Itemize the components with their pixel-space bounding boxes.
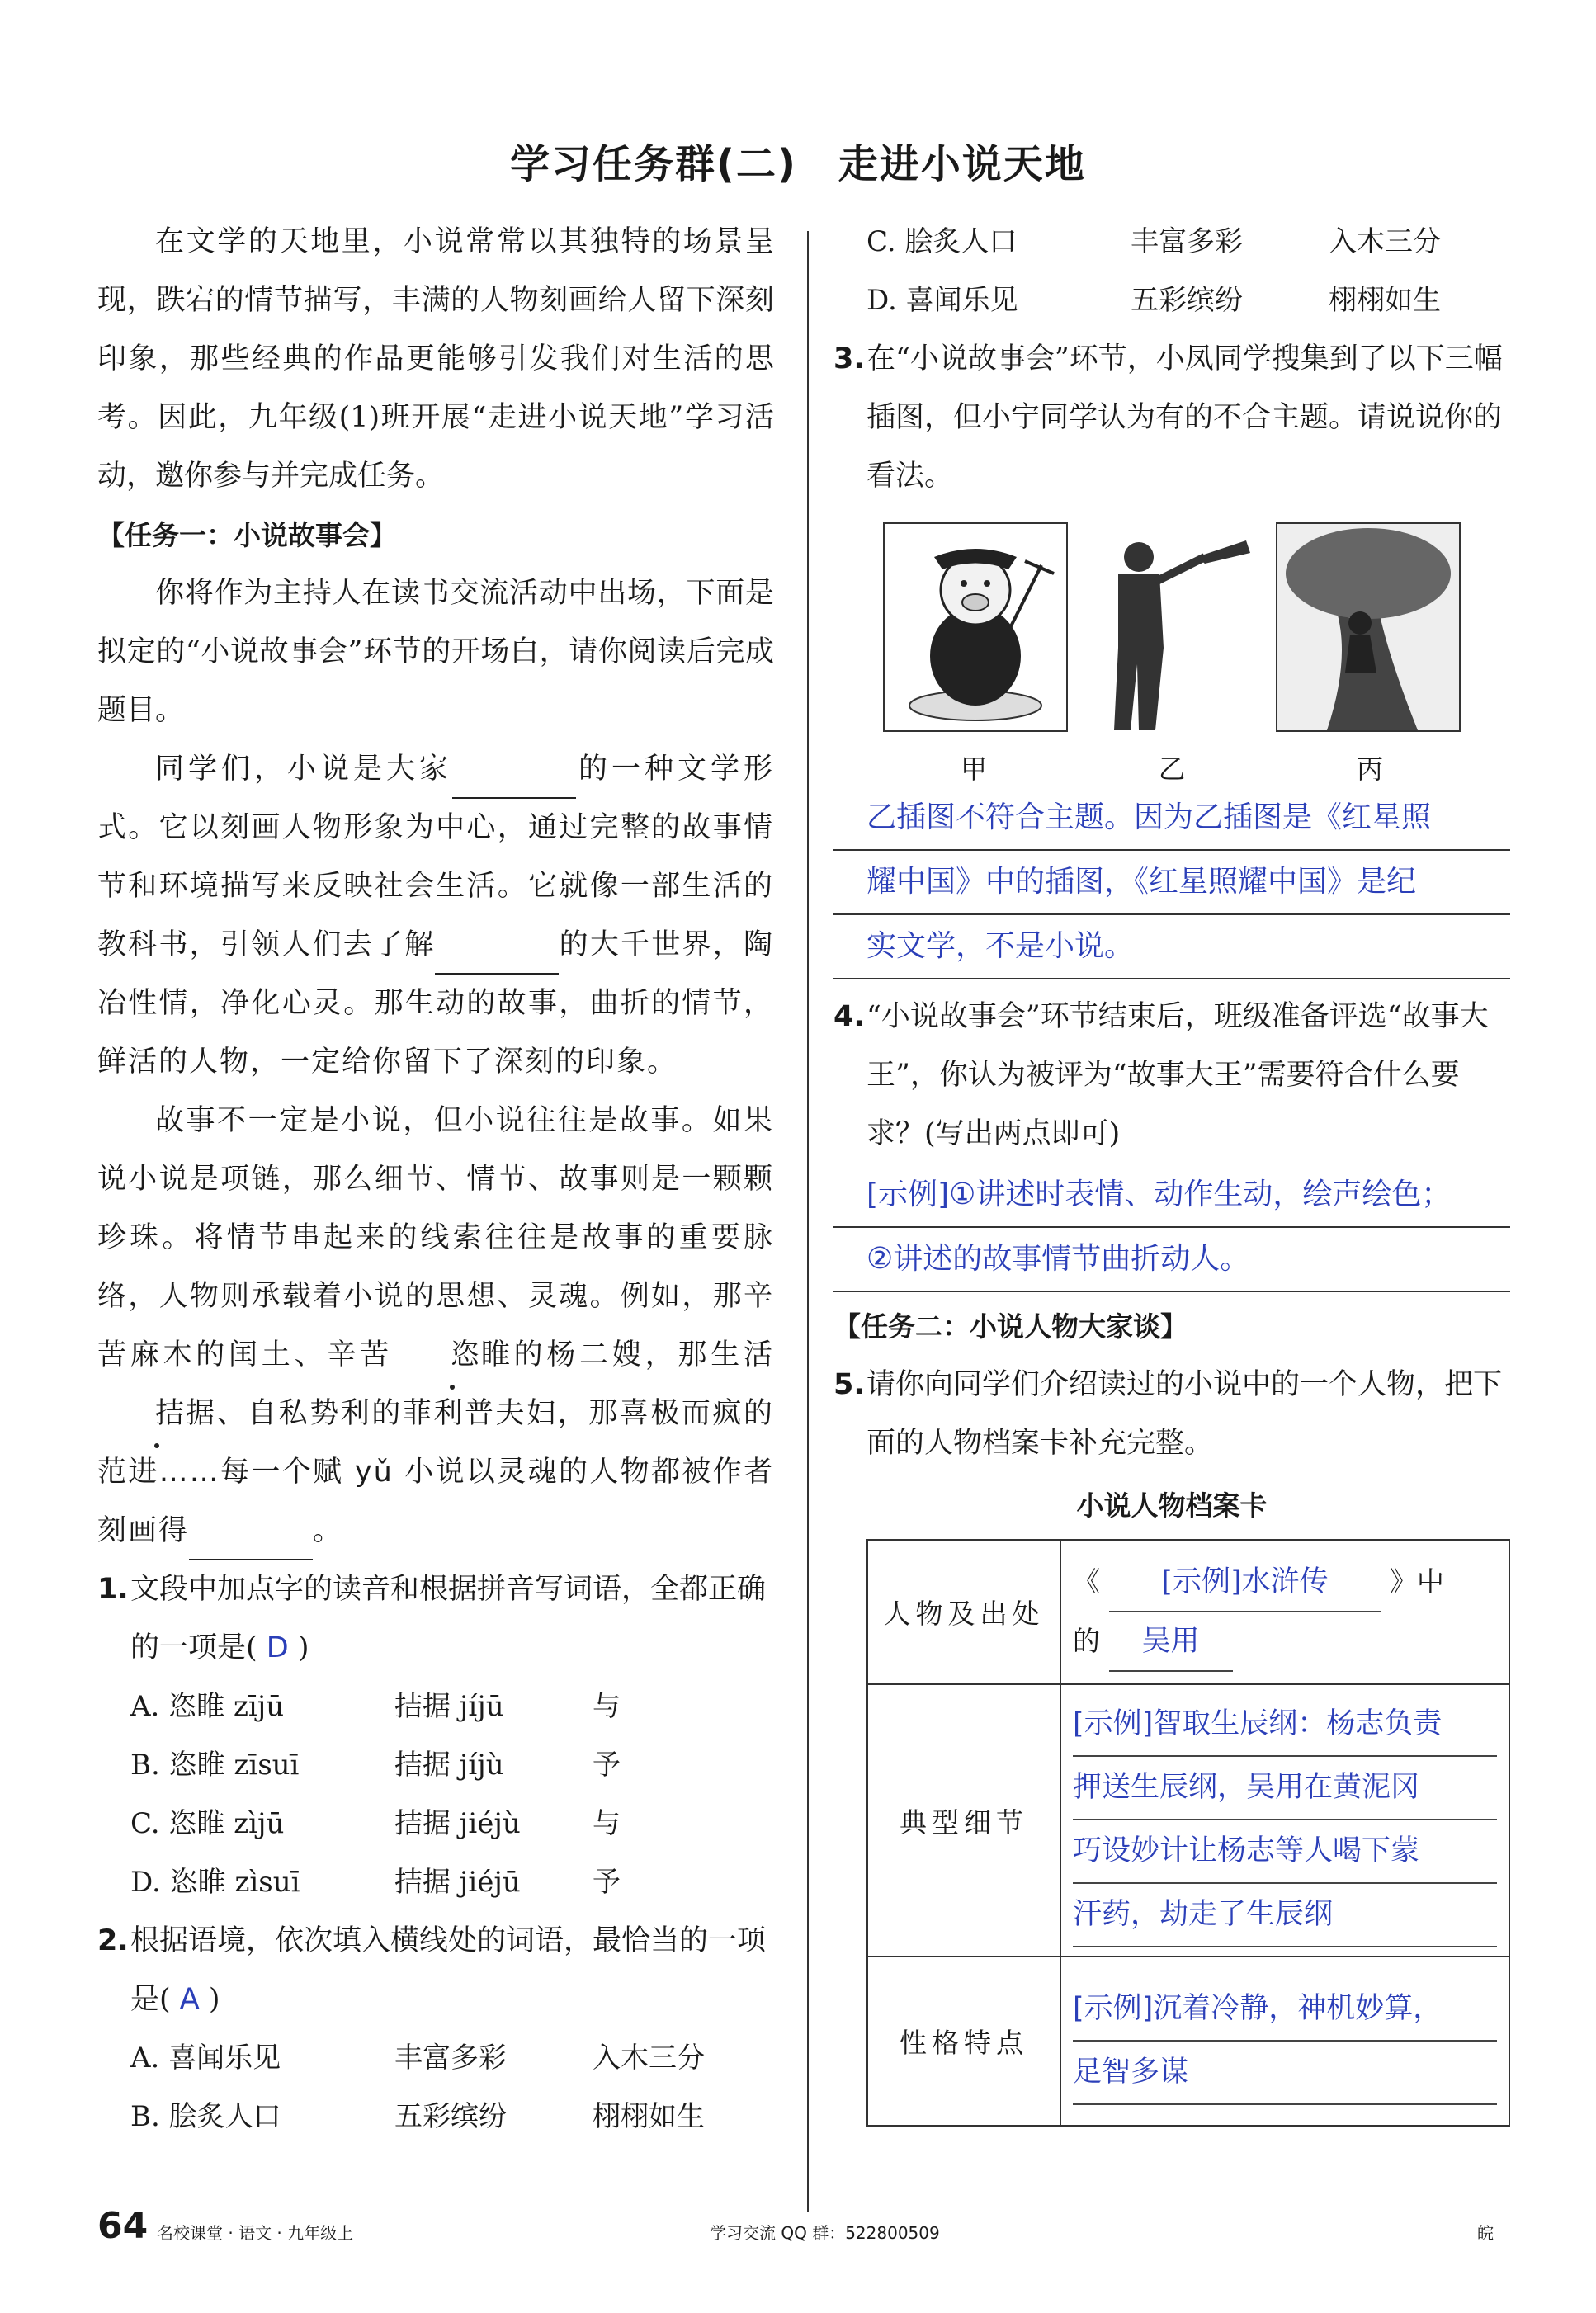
question-stem: “小说故事会”环节结束后，班级准备评选“故事大王”，你认为被评为“故事大王”需要符合什么要求？(写出两点即可)	[866, 1000, 1489, 1150]
illustrations	[833, 522, 1510, 732]
of-text: 的	[1073, 1624, 1100, 1657]
blank-line-3	[189, 1526, 313, 1560]
answer-line: 足智多谋	[1073, 2042, 1497, 2105]
question-number: 2.	[97, 1924, 129, 1957]
story-text: 、自私势利的菲利普夫妇，那喜极而疯的范进……每一个赋 yǔ 小说以灵魂的人物都被作者刻画得	[97, 1397, 774, 1547]
page-number: 64	[97, 2205, 149, 2247]
row-label: 典型细节	[867, 1684, 1060, 1957]
option-row	[833, 213, 1510, 271]
question-number: 4.	[833, 1000, 865, 1033]
question-1	[97, 1560, 774, 1678]
person-line	[1073, 1612, 1497, 1672]
story-text: 的一种文学形式。它以刻画人物形象为中心，通过完整的故事情节和环境描写来反映社会生活。它就像一部生活的教科书，引领人们去了解	[97, 753, 774, 961]
illustration-jia	[883, 522, 1068, 732]
option-c: 与	[593, 1807, 621, 1840]
answer-line: 押送生辰纲，吴用在黄泥冈	[1073, 1757, 1497, 1820]
option-row	[97, 1736, 774, 1795]
option-b: 五彩缤纷	[394, 2100, 507, 2133]
page-title: 学习任务群(二) 走进小说天地	[510, 141, 1086, 187]
option-label: B. 恣睢 zīsuī	[130, 1749, 300, 1782]
option-c: 栩栩如生	[593, 2100, 705, 2133]
row-value	[1060, 1684, 1509, 1957]
question-stem	[130, 1912, 774, 2029]
question-3	[833, 330, 1510, 506]
row-label: 性格特点	[867, 1957, 1060, 2126]
answer-line: [示例]智取生辰纲：杨志负责	[1073, 1693, 1497, 1757]
qq-group: 学习交流 QQ 群：522800509	[710, 2223, 940, 2243]
row-value	[1060, 1957, 1509, 2126]
option-c: 入木三分	[593, 2042, 705, 2075]
question-stem: 请你向同学们介绍读过的小说中的一个人物，把下面的人物档案卡补充完整。	[866, 1368, 1503, 1460]
option-row	[97, 2029, 774, 2088]
dotted-word: 拮据	[97, 1385, 216, 1443]
question-number: 3.	[833, 342, 865, 375]
card-title: 小说人物档案卡	[1076, 1489, 1268, 1522]
pig-character-icon	[885, 524, 1066, 730]
intro-paragraph: 在文学的天地里，小说常常以其独特的场景呈现，跌宕的情节描写，丰满的人物刻画给人留下深刻印象，那些经典的作品更能够引发我们对生活的思考。因此，九年级(1)班开展“走进小说天地”学习活动，邀你参与并完成任务。	[97, 225, 774, 493]
card-row	[867, 1957, 1509, 2126]
option-row	[97, 2088, 774, 2146]
answer-line: 巧设妙计让杨志等人喝下蒙	[1073, 1820, 1497, 1884]
question-2	[97, 1912, 774, 2029]
stem-close: )	[208, 1983, 220, 2016]
option-c: 与	[593, 1690, 621, 1723]
choice-answer: A	[179, 1983, 200, 2016]
story-text: 的大千世界，陶冶性情，净化心灵。那生动的故事，曲折的情节，鲜活的人物，一定给你留下了深刻的印象。	[97, 928, 774, 1079]
question-4	[833, 988, 1510, 1164]
story-text: 故事不一定是小说，但小说往往是故事。如果说小说是项链，那么细节、情节、故事则是一颗颗珍珠。将情节串起来的线索往往是故事的重要脉络，人物则承载着小说的思想、灵魂。例如，那辛苦麻木的闰土、辛苦	[97, 1104, 774, 1371]
option-c: 入木三分	[1329, 225, 1441, 258]
label-jia: 甲	[960, 753, 987, 785]
person-answer: 吴用	[1109, 1612, 1233, 1672]
stem-text: 文段中加点字的读音和根据拼音写词语，全都正确的一项是(	[130, 1573, 767, 1664]
story-paragraph-2	[97, 1092, 774, 1560]
option-b: 拮据 jíjū	[394, 1690, 504, 1723]
story-paragraph-1	[97, 740, 774, 1092]
option-c: 栩栩如生	[1329, 284, 1441, 317]
blank-line-1	[452, 764, 576, 799]
bugler-silhouette-icon	[1081, 524, 1263, 730]
option-b: 五彩缤纷	[1131, 284, 1243, 317]
question-5	[833, 1356, 1510, 1473]
option-a: B. 脍炙人口	[130, 2100, 281, 2133]
answer-line: ②讲述的故事情节曲折动人。	[833, 1228, 1510, 1292]
illustration-labels	[875, 748, 1469, 786]
task1-instruction: 你将作为主持人在读书交流活动中出场，下面是拟定的“小说故事会”环节的开场白，请你阅读后完成题目。	[97, 577, 774, 727]
book-line	[1073, 1553, 1497, 1612]
option-label: A. 恣睢 zījū	[130, 1690, 285, 1723]
illustration-yi	[1079, 522, 1264, 732]
option-b: 拮据 jiéjū	[394, 1866, 521, 1899]
story-text: 的杨二嫂，那生活	[511, 1338, 774, 1371]
option-row	[97, 1678, 774, 1736]
option-label: D. 恣睢 zìsuī	[130, 1866, 300, 1899]
option-b: 丰富多彩	[394, 2042, 507, 2075]
option-c: 予	[593, 1749, 621, 1782]
question-number: 5.	[833, 1368, 865, 1401]
book-answer: [示例]水浒传	[1109, 1553, 1381, 1612]
row-value	[1060, 1540, 1509, 1684]
answer-line: [示例]①讲述时表情、动作生动，绘声绘色；	[833, 1164, 1510, 1228]
choice-answer: D	[266, 1631, 289, 1664]
label-bing: 丙	[1356, 753, 1383, 785]
tree-scene-icon	[1277, 524, 1459, 730]
label-yi: 乙	[1158, 753, 1185, 785]
option-a: C. 脍炙人口	[866, 225, 1018, 258]
book-open: 《	[1073, 1565, 1100, 1598]
stem-text: 根据语境，依次填入横线处的词语，最恰当的一项是(	[130, 1924, 767, 2016]
question-number: 1.	[97, 1573, 129, 1606]
character-card	[866, 1539, 1510, 2127]
answer-line: 耀中国》中的插图，《红星照耀中国》是纪	[833, 851, 1510, 915]
option-c: 予	[593, 1866, 621, 1899]
option-label: C. 恣睢 zìjū	[130, 1807, 285, 1840]
question-stem: 在“小说故事会”环节，小凤同学搜集到了以下三幅插图，但小宁同学认为有的不合主题。请说说你的看法。	[866, 342, 1503, 493]
column-divider	[807, 231, 809, 2212]
answer-line: 乙插图不符合主题。因为乙插图是《红星照	[833, 786, 1510, 851]
option-row	[97, 1853, 774, 1912]
question-stem	[130, 1560, 774, 1678]
left-column	[97, 213, 774, 2146]
answer-line: [示例]沉着冷静，神机妙算，	[1073, 1978, 1497, 2042]
option-b: 拮据 jíjù	[394, 1749, 504, 1782]
blank-line-2	[435, 940, 559, 975]
option-b: 拮据 jiéjù	[394, 1807, 521, 1840]
answer-line: 汗药，劫走了生辰纲	[1073, 1884, 1497, 1947]
story-text: 同学们，小说是大家	[155, 753, 452, 786]
option-b: 丰富多彩	[1131, 225, 1243, 258]
card-row	[867, 1684, 1509, 1957]
option-a: D. 喜闻乐见	[866, 284, 1018, 317]
right-column	[833, 213, 1510, 2127]
illustration-bing	[1276, 522, 1461, 732]
story-text: 。	[313, 1514, 344, 1547]
task1-heading: 【任务一：小说故事会】	[97, 519, 397, 551]
card-row	[867, 1540, 1509, 1684]
option-row	[97, 1795, 774, 1853]
dotted-word: 恣睢	[393, 1326, 512, 1385]
option-row	[833, 271, 1510, 330]
book-title: 名校课堂 · 语文 · 九年级上	[157, 2223, 354, 2243]
row-label: 人物及出处	[867, 1540, 1060, 1684]
region-mark: 皖	[1477, 2223, 1494, 2243]
stem-close: )	[297, 1631, 309, 1664]
answer-line: 实文学，不是小说。	[833, 915, 1510, 979]
book-close: 》中	[1390, 1565, 1444, 1598]
option-a: A. 喜闻乐见	[130, 2042, 281, 2075]
task2-heading: 【任务二：小说人物大家谈】	[833, 1310, 1188, 1343]
